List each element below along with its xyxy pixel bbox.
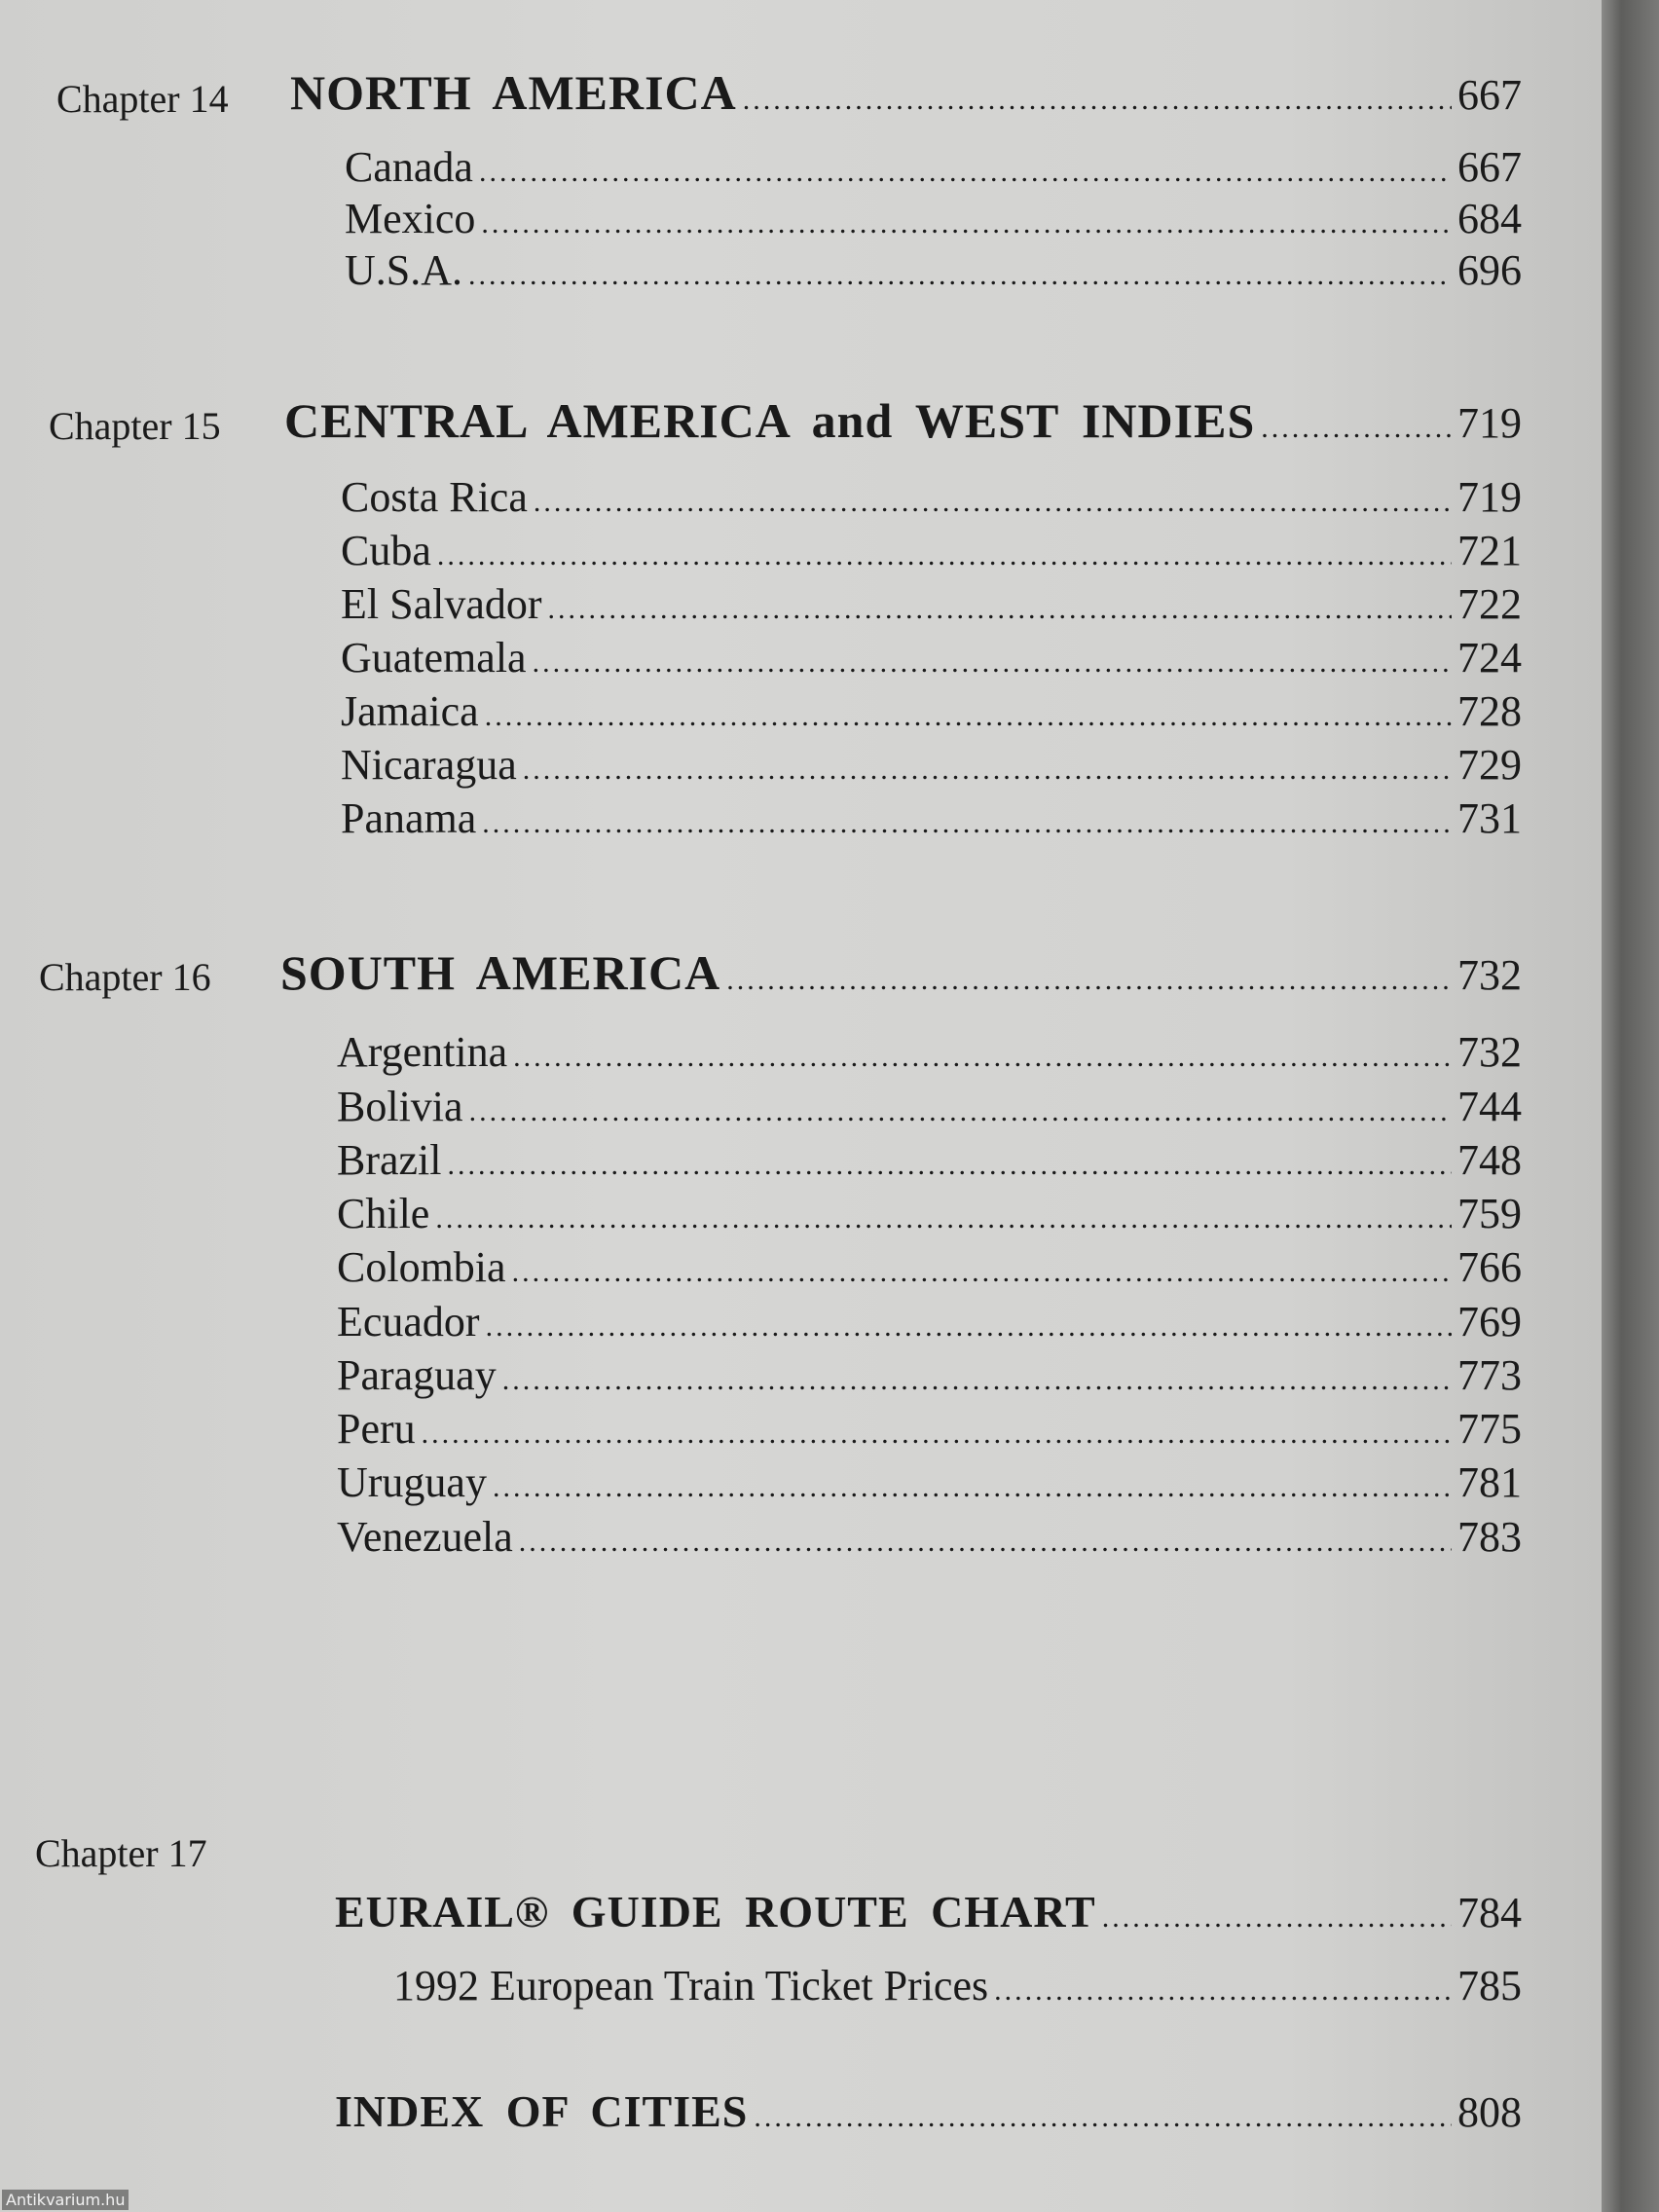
leader-dots bbox=[1102, 1901, 1452, 1935]
toc-entry bbox=[341, 793, 1522, 843]
watermark: Antikvarium.hu bbox=[2, 2190, 129, 2210]
entry-name: U.S.A. bbox=[345, 246, 463, 294]
chapter-17-heading-row bbox=[335, 1886, 1522, 1937]
leader-dots bbox=[485, 700, 1452, 733]
page-number: 783 bbox=[1457, 1513, 1522, 1561]
page-number: 722 bbox=[1457, 580, 1522, 628]
entry-name: Peru bbox=[337, 1405, 416, 1453]
page-number: 696 bbox=[1457, 246, 1522, 294]
page-number: 785 bbox=[1457, 1962, 1522, 2009]
entry-name: Colombia bbox=[337, 1243, 506, 1291]
toc-entry bbox=[341, 579, 1522, 629]
leader-dots bbox=[726, 964, 1452, 997]
toc-entry bbox=[337, 1027, 1522, 1077]
toc-entry bbox=[341, 686, 1522, 736]
leader-dots bbox=[523, 754, 1452, 787]
chapter-16-label: Chapter 16 bbox=[39, 955, 211, 999]
chapter-15-heading-row bbox=[284, 392, 1522, 449]
chapter-title: NORTH AMERICA bbox=[290, 65, 737, 120]
entry-name: Bolivia bbox=[337, 1083, 463, 1130]
page-number: 766 bbox=[1457, 1243, 1522, 1291]
chapter-title: EURAIL® GUIDE ROUTE CHART bbox=[335, 1887, 1096, 1936]
page-number: 759 bbox=[1457, 1190, 1522, 1237]
entry-name: Venezuela bbox=[337, 1513, 513, 1561]
entry-name: Mexico bbox=[345, 195, 476, 242]
leader-dots bbox=[533, 646, 1452, 680]
page-number: 784 bbox=[1457, 1889, 1522, 1936]
toc-entry bbox=[341, 526, 1522, 575]
entry-name: Nicaragua bbox=[341, 741, 517, 789]
leader-dots bbox=[743, 84, 1452, 117]
chapter-14-label: Chapter 14 bbox=[56, 77, 229, 121]
toc-entry bbox=[341, 633, 1522, 682]
entry-name: Costa Rica bbox=[341, 473, 528, 521]
page-number: 732 bbox=[1457, 951, 1522, 999]
entry-name: Jamaica bbox=[341, 687, 479, 735]
page-number: 684 bbox=[1457, 195, 1522, 242]
chapter-title: SOUTH AMERICA bbox=[280, 945, 721, 1000]
leader-dots bbox=[486, 1310, 1452, 1344]
chapter-14-heading-row bbox=[290, 64, 1522, 121]
leader-dots bbox=[469, 1095, 1452, 1128]
leader-dots bbox=[493, 1471, 1452, 1504]
toc-entry bbox=[341, 472, 1522, 522]
leader-dots bbox=[513, 1041, 1452, 1074]
page-number: 719 bbox=[1457, 473, 1522, 521]
page-number: 744 bbox=[1457, 1083, 1522, 1130]
page-number: 729 bbox=[1457, 741, 1522, 789]
page-number: 769 bbox=[1457, 1298, 1522, 1346]
leader-dots bbox=[512, 1256, 1452, 1289]
toc-entry bbox=[345, 194, 1522, 243]
index-title: INDEX OF CITIES bbox=[335, 2086, 749, 2136]
entry-name: Canada bbox=[345, 143, 473, 191]
entry-name: Chile bbox=[337, 1190, 430, 1237]
toc-entry bbox=[345, 245, 1522, 295]
toc-entry bbox=[337, 1457, 1522, 1507]
leader-dots bbox=[519, 1526, 1452, 1559]
page-number: 724 bbox=[1457, 634, 1522, 682]
page-number: 719 bbox=[1457, 399, 1522, 447]
leader-dots bbox=[1261, 412, 1452, 445]
leader-dots bbox=[534, 486, 1452, 519]
leader-dots bbox=[482, 807, 1452, 840]
toc-entry bbox=[337, 1082, 1522, 1131]
page-number: 732 bbox=[1457, 1028, 1522, 1076]
entry-name: Ecuador bbox=[337, 1298, 480, 1346]
page-edge bbox=[1602, 0, 1659, 2212]
toc-entry bbox=[337, 1297, 1522, 1346]
entry-name: Paraguay bbox=[337, 1351, 497, 1399]
entry-name: Brazil bbox=[337, 1136, 442, 1184]
leader-dots bbox=[502, 1364, 1452, 1397]
chapter-15-label: Chapter 15 bbox=[49, 404, 221, 448]
entry-name: 1992 European Train Ticket Prices bbox=[393, 1962, 989, 2009]
entry-name: Panama bbox=[341, 794, 477, 842]
leader-dots bbox=[435, 1202, 1452, 1235]
toc-entry bbox=[393, 1961, 1522, 2010]
chapter-title: CENTRAL AMERICA and WEST INDIES bbox=[284, 393, 1256, 448]
leader-dots bbox=[481, 207, 1452, 240]
toc-entry bbox=[337, 1189, 1522, 1238]
index-heading-row bbox=[335, 2085, 1522, 2137]
page-number: 731 bbox=[1457, 794, 1522, 842]
leader-dots bbox=[479, 156, 1452, 189]
toc-entry bbox=[337, 1404, 1522, 1454]
chapter-16-heading-row bbox=[280, 944, 1522, 1001]
toc-entry bbox=[337, 1135, 1522, 1185]
toc-entry bbox=[345, 142, 1522, 192]
entry-name: Uruguay bbox=[337, 1458, 487, 1506]
toc-entry bbox=[337, 1512, 1522, 1562]
page-number: 775 bbox=[1457, 1405, 1522, 1453]
leader-dots bbox=[448, 1149, 1452, 1182]
entry-name: Cuba bbox=[341, 527, 431, 574]
entry-name: Argentina bbox=[337, 1028, 508, 1076]
leader-dots bbox=[468, 259, 1452, 292]
page-number: 721 bbox=[1457, 527, 1522, 574]
page-number: 748 bbox=[1457, 1136, 1522, 1184]
entry-name: El Salvador bbox=[341, 580, 542, 628]
page-number: 667 bbox=[1457, 143, 1522, 191]
leader-dots bbox=[994, 1974, 1452, 2008]
page-number: 667 bbox=[1457, 71, 1522, 119]
page-number: 728 bbox=[1457, 687, 1522, 735]
leader-dots bbox=[422, 1418, 1452, 1451]
entry-name: Guatemala bbox=[341, 634, 527, 682]
page-number: 808 bbox=[1457, 2088, 1522, 2136]
toc-entry bbox=[341, 740, 1522, 790]
page-number: 781 bbox=[1457, 1458, 1522, 1506]
toc-entry bbox=[337, 1242, 1522, 1292]
leader-dots bbox=[437, 539, 1452, 572]
page-number: 773 bbox=[1457, 1351, 1522, 1399]
leader-dots bbox=[754, 2101, 1452, 2134]
leader-dots bbox=[548, 593, 1452, 626]
toc-entry bbox=[337, 1350, 1522, 1400]
chapter-17-label: Chapter 17 bbox=[35, 1831, 207, 1875]
